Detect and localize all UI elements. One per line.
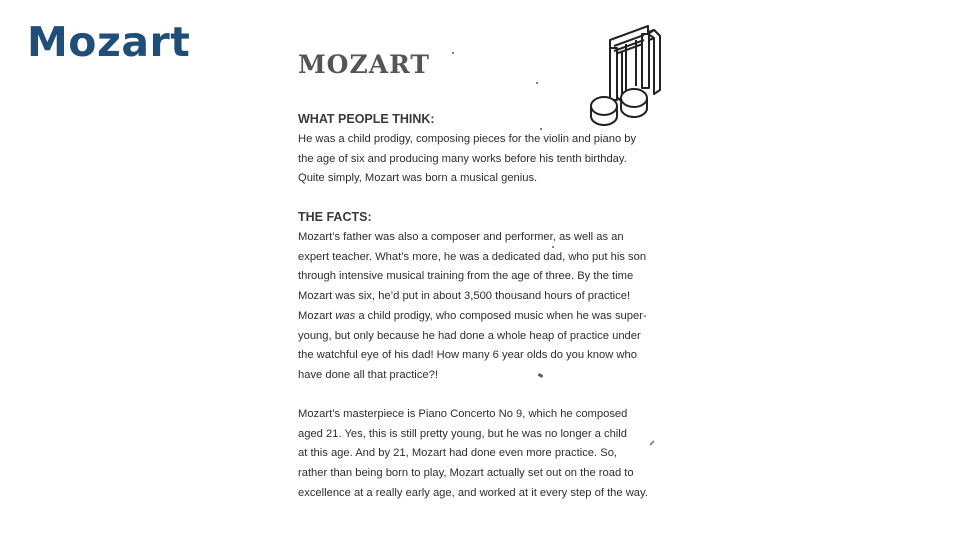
music-note-icon	[590, 24, 672, 134]
section-heading-what-people-think: WHAT PEOPLE THINK:	[298, 112, 435, 126]
section-heading-the-facts: THE FACTS:	[298, 210, 372, 224]
scan-speck	[552, 246, 554, 248]
text-line: aged 21. Yes, this is still pretty young, but he was no longer a child	[298, 427, 627, 440]
scan-speck	[540, 128, 542, 130]
text-line	[298, 307, 668, 327]
document-heading: MOZART	[298, 50, 431, 79]
text-line: Quite simply, Mozart was born a musical genius.	[298, 172, 538, 185]
text-line: Mozart’s masterpiece is Piano Concerto No 9, which he composed	[298, 408, 628, 420]
slide-title: Mozart	[27, 18, 191, 66]
scan-speck	[452, 52, 454, 54]
text-line: at this age. And by 21, Mozart had done even more practice. So,	[298, 447, 618, 460]
paragraph-masterpiece	[298, 405, 668, 504]
text-line: young, but only because he had done a whole heap of practice under	[298, 329, 641, 342]
scanned-document	[282, 20, 682, 520]
text-line: have done all that practice?!	[298, 368, 438, 381]
text-line: excellence at a really early age, and worked at it every step of the way.	[298, 486, 648, 499]
emphasis-was: was	[335, 309, 356, 322]
paragraph-the-facts	[298, 228, 668, 386]
text-line: the watchful eye of his dad! How many 6 year olds do you know who	[298, 349, 637, 362]
text-line: the age of six and producing many works before his tenth birthday.	[298, 152, 627, 165]
text-line: expert teacher. What’s more, he was a dedicated dad, who put his son	[298, 250, 647, 263]
paragraph-what-people-think	[298, 130, 668, 189]
text-line: Mozart’s father was also a composer and performer, as well as an	[298, 231, 624, 243]
text-line: Mozart was six, he’d put in about 3,500 thousand hours of practice!	[298, 290, 631, 303]
text-fragment: Mozart	[298, 309, 336, 322]
text-line: through intensive musical training from the age of three. By the time	[298, 270, 634, 283]
text-line: rather than being born to play, Mozart actually set out on the road to	[298, 467, 634, 480]
scan-speck	[536, 82, 538, 84]
text-line: He was a child prodigy, composing pieces for the violin and piano by	[298, 133, 637, 145]
text-fragment: a child prodigy, who composed music when he was super-	[355, 309, 647, 322]
